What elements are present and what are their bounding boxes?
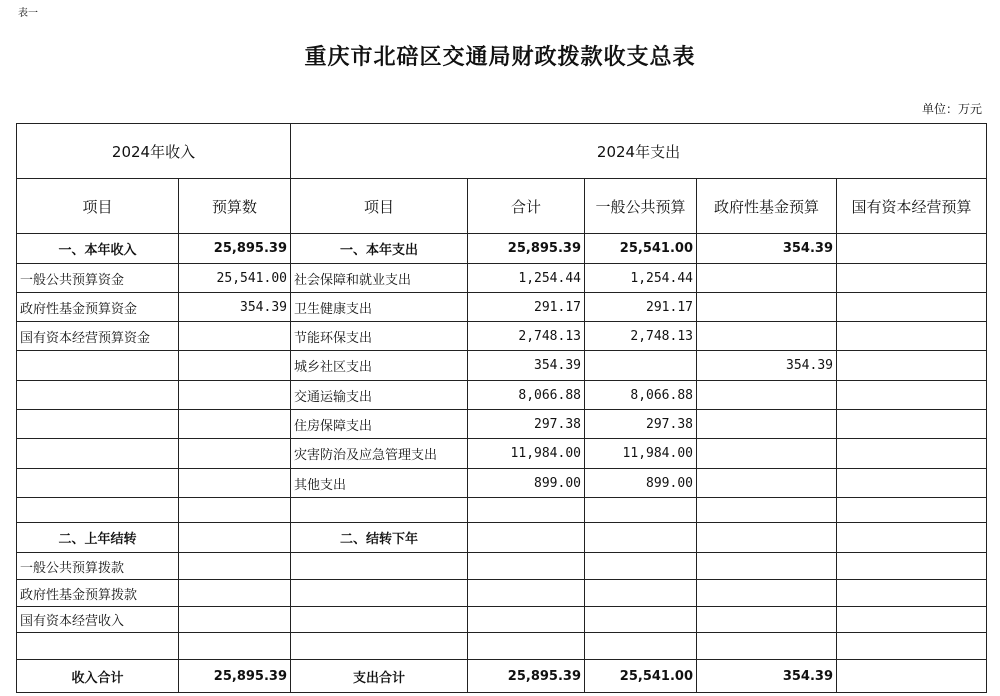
income-value-cell: [179, 439, 291, 469]
income-value-cell: [179, 322, 291, 351]
state-capital-header: 国有资本经营预算: [837, 179, 987, 234]
general-budget-cell: 25,541.00: [585, 234, 697, 264]
general-budget-cell: [585, 351, 697, 381]
income-value-cell: [179, 381, 291, 410]
state-capital-cell: [837, 381, 987, 410]
total-cell: [468, 553, 585, 580]
total-cell: 8,066.88: [468, 381, 585, 410]
unit-label: 单位：万元: [921, 102, 982, 116]
expense-item-cell: [291, 633, 468, 660]
income-item-cell: [17, 381, 179, 410]
gov-fund-cell: [697, 469, 837, 498]
general-budget-cell: 899.00: [585, 469, 697, 498]
expense-item-cell: [291, 553, 468, 580]
expense-item-cell: 卫生健康支出: [291, 293, 468, 322]
general-budget-cell: 8,066.88: [585, 381, 697, 410]
state-capital-cell: [837, 498, 987, 523]
state-capital-cell: [837, 264, 987, 293]
income-value-cell: [179, 523, 291, 553]
income-item-cell: [17, 633, 179, 660]
income-value-cell: [179, 607, 291, 633]
gov-fund-cell: 354.39: [697, 351, 837, 381]
total-cell: [468, 633, 585, 660]
gov-fund-cell: 354.39: [697, 234, 837, 264]
table-row: [17, 322, 987, 351]
table-row: [17, 234, 987, 264]
state-capital-cell: [837, 633, 987, 660]
table-row: [17, 607, 987, 633]
expense-item-cell: 城乡社区支出: [291, 351, 468, 381]
table-row: [17, 351, 987, 381]
total-cell: 297.38: [468, 410, 585, 439]
income-value-cell: 25,895.39: [179, 234, 291, 264]
table-row: [17, 293, 987, 322]
state-capital-cell: [837, 410, 987, 439]
income-item-cell: 一、本年收入: [17, 234, 179, 264]
gov-fund-cell: 354.39: [697, 660, 837, 693]
total-cell: 25,895.39: [468, 234, 585, 264]
income-value-cell: [179, 469, 291, 498]
state-capital-cell: [837, 469, 987, 498]
income-value-cell: [179, 498, 291, 523]
general-budget-cell: 297.38: [585, 410, 697, 439]
total-cell: 25,895.39: [468, 660, 585, 693]
general-budget-cell: 291.17: [585, 293, 697, 322]
gov-fund-cell: [697, 322, 837, 351]
gov-fund-cell: [697, 264, 837, 293]
state-capital-cell: [837, 523, 987, 553]
general-budget-cell: 1,254.44: [585, 264, 697, 293]
income-value-cell: [179, 633, 291, 660]
expense-item-cell: 二、结转下年: [291, 523, 468, 553]
income-budget-header: 预算数: [179, 179, 291, 234]
expense-item-header: 项目: [291, 179, 468, 234]
income-value-cell: 354.39: [179, 293, 291, 322]
total-cell: [468, 498, 585, 523]
expense-item-cell: 灾害防治及应急管理支出: [291, 439, 468, 469]
state-capital-cell: [837, 660, 987, 693]
expense-item-cell: 支出合计: [291, 660, 468, 693]
income-group-header: 2024年收入: [17, 124, 291, 179]
general-budget-cell: 25,541.00: [585, 660, 697, 693]
income-item-cell: [17, 439, 179, 469]
gov-fund-cell: [697, 633, 837, 660]
gov-fund-cell: [697, 553, 837, 580]
income-item-header: 项目: [17, 179, 179, 234]
general-budget-cell: [585, 498, 697, 523]
income-value-cell: 25,541.00: [179, 264, 291, 293]
total-cell: 291.17: [468, 293, 585, 322]
table-row: [17, 660, 987, 693]
income-value-cell: [179, 351, 291, 381]
gov-fund-cell: [697, 580, 837, 607]
expense-item-cell: 其他支出: [291, 469, 468, 498]
gov-fund-cell: [697, 498, 837, 523]
state-capital-cell: [837, 607, 987, 633]
income-item-cell: 国有资本经营收入: [17, 607, 179, 633]
table-row: [17, 469, 987, 498]
table-row: [17, 439, 987, 469]
expense-group-header: 2024年支出: [291, 124, 987, 179]
general-budget-cell: [585, 607, 697, 633]
expense-item-cell: 社会保障和就业支出: [291, 264, 468, 293]
table-row: [17, 580, 987, 607]
state-capital-cell: [837, 553, 987, 580]
gov-fund-cell: [697, 293, 837, 322]
budget-table: [16, 123, 987, 693]
total-cell: 899.00: [468, 469, 585, 498]
state-capital-cell: [837, 293, 987, 322]
table-row: [17, 553, 987, 580]
income-value-cell: 25,895.39: [179, 660, 291, 693]
income-value-cell: [179, 553, 291, 580]
table-row: [17, 633, 987, 660]
general-budget-cell: [585, 633, 697, 660]
total-cell: 2,748.13: [468, 322, 585, 351]
gov-fund-cell: [697, 381, 837, 410]
income-item-cell: 政府性基金预算资金: [17, 293, 179, 322]
income-item-cell: 国有资本经营预算资金: [17, 322, 179, 351]
total-cell: 1,254.44: [468, 264, 585, 293]
income-item-cell: [17, 498, 179, 523]
general-budget-cell: 2,748.13: [585, 322, 697, 351]
total-cell: [468, 580, 585, 607]
table-row: [17, 410, 987, 439]
table-label: 表一: [18, 8, 38, 19]
state-capital-cell: [837, 439, 987, 469]
table-row: [17, 381, 987, 410]
state-capital-cell: [837, 580, 987, 607]
table-row: [17, 264, 987, 293]
expense-item-cell: [291, 580, 468, 607]
general-budget-cell: [585, 553, 697, 580]
expense-item-cell: 一、本年支出: [291, 234, 468, 264]
page-title: 重庆市北碚区交通局财政拨款收支总表: [304, 44, 696, 70]
income-item-cell: 一般公共预算拨款: [17, 553, 179, 580]
expense-item-cell: [291, 607, 468, 633]
general-budget-cell: 11,984.00: [585, 439, 697, 469]
state-capital-cell: [837, 351, 987, 381]
expense-item-cell: [291, 498, 468, 523]
income-item-cell: 一般公共预算资金: [17, 264, 179, 293]
total-header: 合计: [468, 179, 585, 234]
income-item-cell: 收入合计: [17, 660, 179, 693]
expense-item-cell: 住房保障支出: [291, 410, 468, 439]
total-cell: 11,984.00: [468, 439, 585, 469]
total-cell: [468, 607, 585, 633]
general-budget-header: 一般公共预算: [585, 179, 697, 234]
gov-fund-cell: [697, 523, 837, 553]
gov-fund-cell: [697, 439, 837, 469]
income-item-cell: 二、上年结转: [17, 523, 179, 553]
total-cell: 354.39: [468, 351, 585, 381]
gov-fund-cell: [697, 607, 837, 633]
table-row: [17, 523, 987, 553]
state-capital-cell: [837, 234, 987, 264]
expense-item-cell: 节能环保支出: [291, 322, 468, 351]
income-item-cell: [17, 469, 179, 498]
general-budget-cell: [585, 523, 697, 553]
gov-fund-header: 政府性基金预算: [697, 179, 837, 234]
state-capital-cell: [837, 322, 987, 351]
income-item-cell: [17, 351, 179, 381]
general-budget-cell: [585, 580, 697, 607]
gov-fund-cell: [697, 410, 837, 439]
income-value-cell: [179, 410, 291, 439]
income-value-cell: [179, 580, 291, 607]
income-item-cell: [17, 410, 179, 439]
income-item-cell: 政府性基金预算拨款: [17, 580, 179, 607]
expense-item-cell: 交通运输支出: [291, 381, 468, 410]
total-cell: [468, 523, 585, 553]
table-row: [17, 498, 987, 523]
